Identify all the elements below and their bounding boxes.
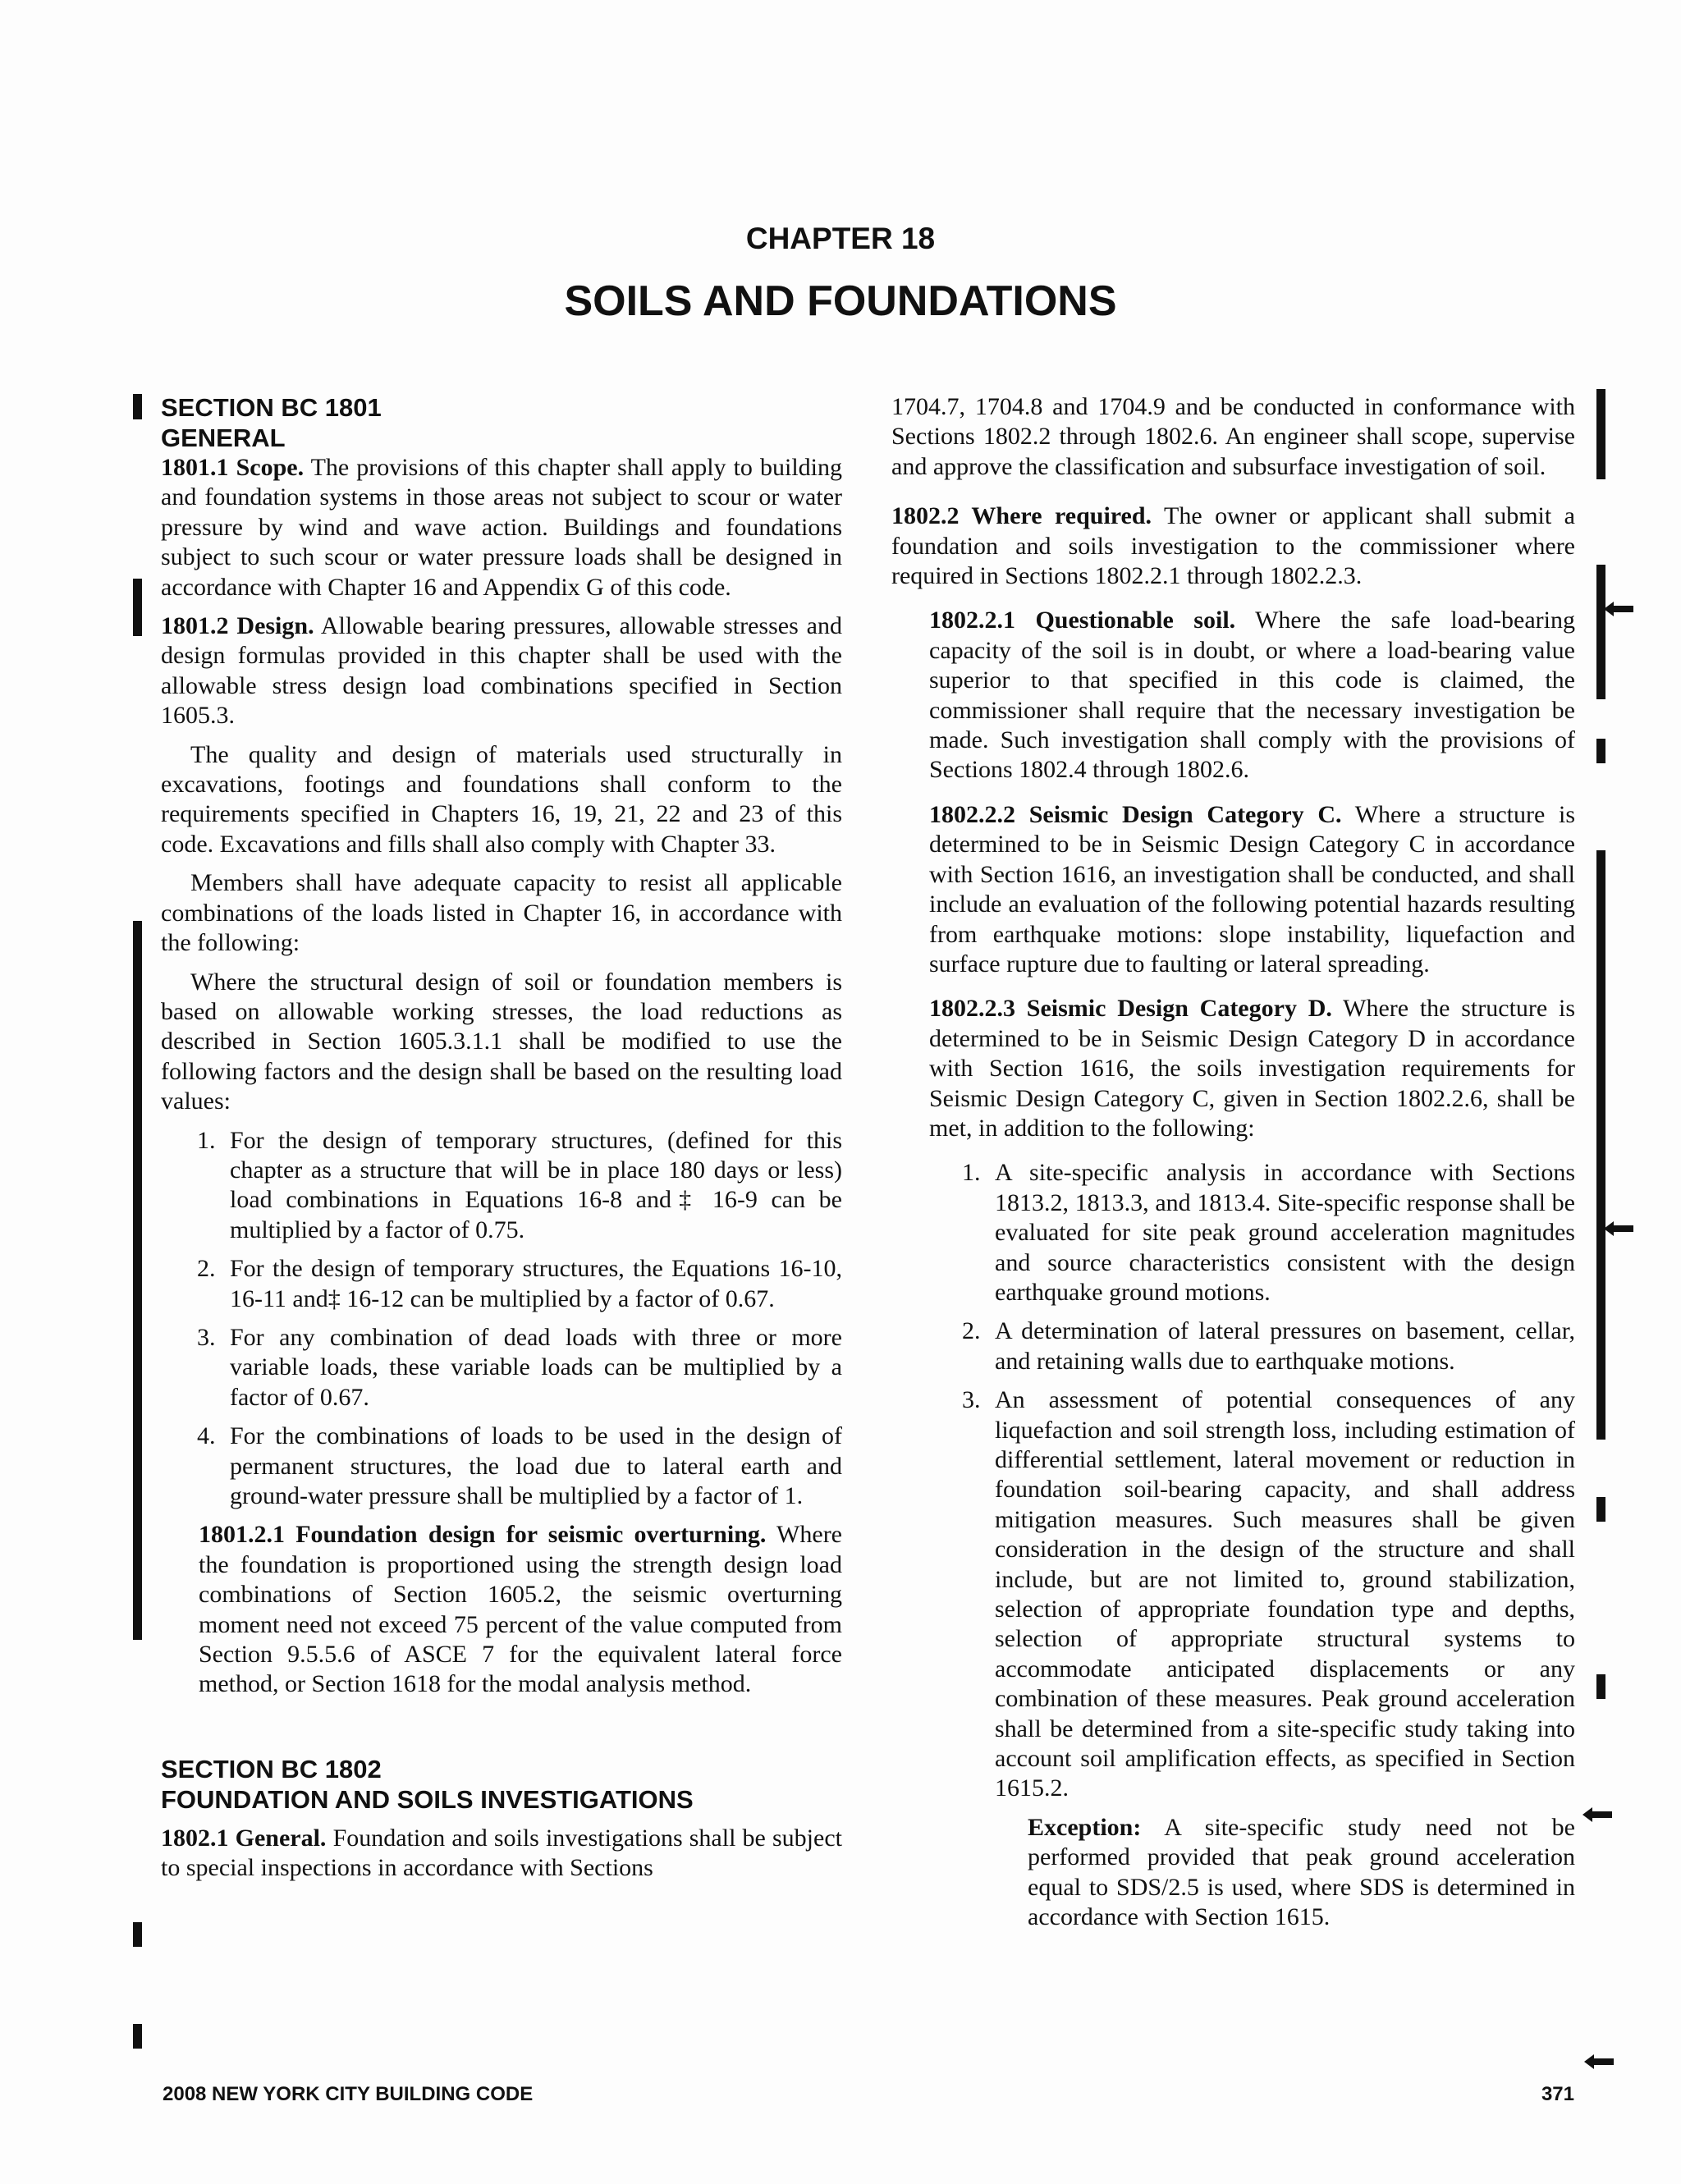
- paragraph-text: The provisions of this chapter shall apply to building and foundation systems in those areas not subject to scour or water pressure by wind and wave action. Buildings and foundations subject to such scour or water pressure loads shall be designed in accordance with Chapter 16 and Appendix G of this code.: [161, 454, 842, 601]
- change-bar: [1596, 1497, 1605, 1522]
- list-text: An assessment of potential consequences of any liquefaction and soil strength loss, including estimation of differential settlement, lateral movement or reduction in foundation soil-bearing capacity, and shall address mitigation measures. Such measures shall be given consideration in the design of the structure and shall include, but are not limited to, ground stabilization, selection of appropriate foundation type and depths, selection of appropriate structural systems to accommodate anticipated displacements or any combination of these measures. Peak ground acceleration shall be determined from a site-specific study taking into account soil amplification effects, as specified in Section 1615.2.: [995, 1386, 1575, 1802]
- paragraph-1802-2-2: [891, 800, 1575, 979]
- right-column: [891, 392, 1575, 1933]
- paragraph-1802-2-1: [891, 606, 1575, 785]
- list-number: 3.: [197, 1323, 216, 1351]
- paragraph-label: 1802.2 Where required.: [891, 502, 1152, 530]
- list-text: For the design of temporary structures, (defined for this chapter as a structure that will be in place 180 days or less) load combinations in Equations 16-8 and‡ 16-9 can be multiplied by a factor of 0.75.: [230, 1126, 842, 1243]
- paragraph-1801-1: [161, 453, 842, 602]
- paragraph-1801-2: [161, 611, 842, 731]
- paragraph-1801-2-1: [161, 1520, 842, 1699]
- paragraph-materials: The quality and design of materials used structurally in excavations, footings and foundations shall conform to the requirements specified in Chapters 16, 19, 21, 22 and 23 of this code. Excavations and fills shall also comply with Chapter 33.: [161, 740, 842, 858]
- exception-text: A site-specific study need not be performed provided that peak ground acceleration equal to SDS/2.5 is used, where SDS is determined in accordance with Section 1615.: [1028, 1813, 1575, 1931]
- paragraph-1802-1: [161, 1824, 842, 1884]
- page-number: 371: [1541, 2083, 1574, 2105]
- paragraph-text: Foundation and soils investigations shall be subject to special inspections in accordance with Sections: [161, 1824, 842, 1882]
- list-item: [891, 1316, 1575, 1376]
- paragraph-text: Allowable bearing pressures, allowable stresses and design formulas provided in this chapter shall be used with the allowable stress design load combinations specified in Section 1605.3.: [161, 612, 842, 730]
- list-item: [891, 1158, 1575, 1307]
- paragraph-label: 1802.2.3 Seismic Design Category D.: [929, 995, 1332, 1023]
- deletion-arrow-icon: [1584, 2054, 1614, 2069]
- list-item: [161, 1254, 842, 1314]
- left-column: [161, 392, 842, 1884]
- change-bar: [1596, 739, 1605, 763]
- list-number: 4.: [197, 1422, 216, 1450]
- list-text: For the design of temporary structures, the Equations 16-10, 16-11 and‡ 16-12 can be multiplied by a factor of 0.67.: [230, 1255, 842, 1312]
- deletion-arrow-icon: [1604, 602, 1633, 616]
- paragraph-1802-2-3: [891, 994, 1575, 1143]
- section-heading: SECTION BC 1801: [161, 393, 382, 422]
- exception-paragraph: [891, 1813, 1575, 1933]
- paragraph-label: 1801.1 Scope.: [161, 454, 305, 481]
- list-text: A determination of lateral pressures on basement, cellar, and retaining walls due to earthquake motions.: [995, 1317, 1575, 1375]
- paragraph-text: Where the foundation is proportioned using the strength design load combinations of Section 1605.2, the seismic overturning moment need not exceed 75 percent of the value computed from Section 9.5.5.6 of ASCE 7 for the equivalent lateral force method, or Section 1618 for the modal analysis method.: [199, 1521, 842, 1698]
- change-bar: [133, 2024, 142, 2049]
- list-number: 3.: [962, 1386, 981, 1414]
- change-bar: [133, 1922, 142, 1947]
- paragraph-text: Where the structure is determined to be in Seismic Design Category D in accordance with Section 1616, the soils investigation requirements for Seismic Design Category C, given in Section 1802.2.6, shall be met, in addition to the following:: [929, 995, 1576, 1142]
- change-bar: [133, 394, 142, 419]
- paragraph-label: 1801.2.1 Foundation design for seismic overturning.: [199, 1521, 767, 1549]
- change-bar: [1596, 850, 1605, 1440]
- section-subheading: FOUNDATION AND SOILS INVESTIGATIONS: [161, 1784, 694, 1814]
- paragraph-text: The owner or applicant shall submit a foundation and soils investigation to the commissioner where required in Sections 1802.2.1 through 1802.2.3.: [891, 502, 1575, 590]
- list-text: For any combination of dead loads with three or more variable loads, these variable loads can be multiplied by a factor of 0.67.: [230, 1323, 842, 1411]
- paragraph-working-stresses: Where the structural design of soil or foundation members is based on allowable working stresses, the load reductions as described in Section 1605.3.1.1 shall be modified to use the following factors and the design shall be based on the resulting load values:: [161, 968, 842, 1115]
- chapter-title: SOILS AND FOUNDATIONS: [564, 277, 1117, 325]
- paragraph-1802-1-cont: 1704.7, 1704.8 and 1704.9 and be conducted in conformance with Sections 1802.2 through 1802.6. An engineer shall scope, supervise and approve the classification and subsurface investigation of soil.: [891, 393, 1575, 480]
- list-item: [161, 1323, 842, 1413]
- list-item: [161, 1126, 842, 1246]
- paragraph-label: 1802.2.2 Seismic Design Category C.: [929, 800, 1342, 828]
- footer-title: 2008 NEW YORK CITY BUILDING CODE: [163, 2083, 534, 2105]
- exception-label: Exception:: [1028, 1813, 1142, 1841]
- list-number: 2.: [962, 1317, 981, 1345]
- list-text: A site-specific analysis in accordance with Sections 1813.2, 1813.3, and 1813.4. Site-specific response shall be evaluated for site peak ground acceleration magnitudes and source characteristics consistent with the design earthquake ground motions.: [995, 1159, 1575, 1306]
- chapter-number: CHAPTER 18: [745, 222, 936, 255]
- list-number: 2.: [197, 1255, 216, 1283]
- change-bar: [133, 921, 142, 1640]
- list-item: [891, 1385, 1575, 1804]
- paragraph-members: Members shall have adequate capacity to resist all applicable combinations of the loads listed in Chapter 16, in accordance with the following:: [161, 869, 842, 957]
- deletion-arrow-icon: [1583, 1807, 1612, 1822]
- load-factor-list: [161, 1126, 842, 1512]
- list-number: 1.: [197, 1126, 216, 1154]
- paragraph-label: 1802.2.1 Questionable soil.: [929, 607, 1236, 634]
- change-bar: [1596, 389, 1605, 479]
- paragraph-label: 1802.1 General.: [161, 1824, 327, 1852]
- paragraph-1802-2: [891, 501, 1575, 591]
- paragraph-label: 1801.2 Design.: [161, 612, 314, 640]
- section-subheading: GENERAL: [161, 424, 286, 452]
- list-number: 1.: [962, 1159, 981, 1187]
- list-text: For the combinations of loads to be used in the design of permanent structures, the load due to lateral earth and ground-water pressure shall be multiplied by a factor of 1.: [230, 1422, 842, 1509]
- change-bar: [1596, 565, 1605, 699]
- list-item: [161, 1422, 842, 1511]
- paragraph-text: Where the safe load-bearing capacity of the soil is in doubt, or where a load-bearing value superior to that specified in this code is claimed, the commissioner shall require that the necessary investigation be made. Such investigation shall comply with the provisions of Sections 1802.4 through 1802.6.: [929, 607, 1575, 784]
- deletion-arrow-icon: [1604, 1221, 1633, 1236]
- change-bar: [133, 579, 142, 636]
- section-heading: SECTION BC 1802: [161, 1754, 382, 1783]
- change-bar: [1596, 1674, 1605, 1699]
- paragraph-text: Where a structure is determined to be in Seismic Design Category C in accordance with Section 1616, an investigation shall be conducted, and shall include an evaluation of the following potential hazards resulting from earthquake motions: slope instability, liquefaction and surface rupture due to faulting or lateral spreading.: [929, 800, 1575, 978]
- seismic-d-list: [891, 1158, 1575, 1804]
